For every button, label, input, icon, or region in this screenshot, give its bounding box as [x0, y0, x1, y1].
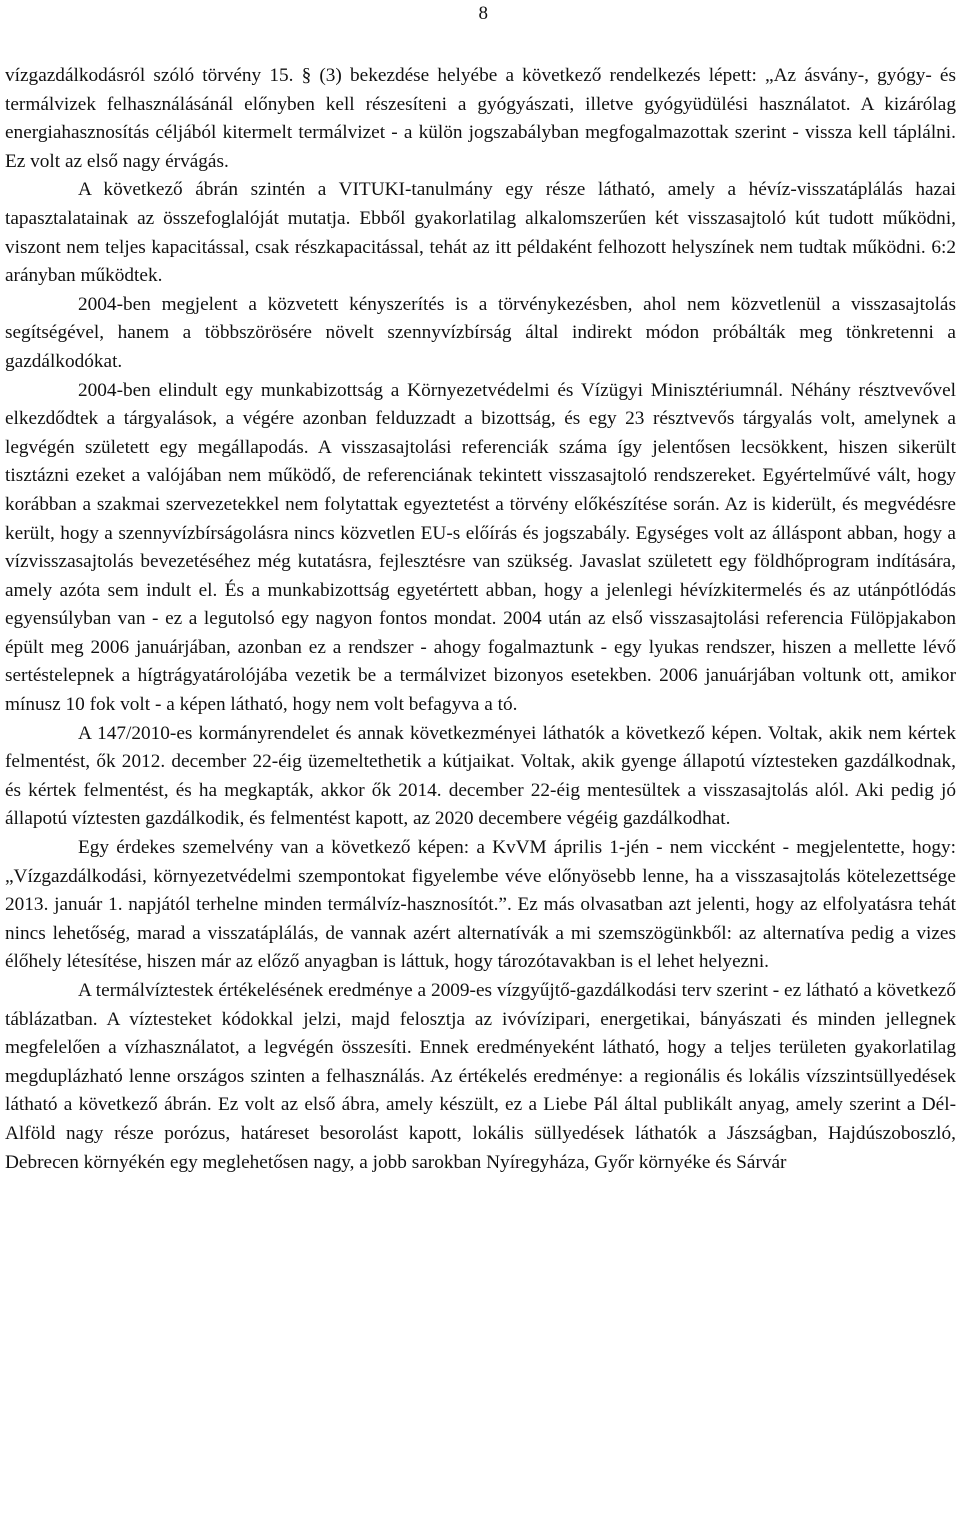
paragraph-4: 2004-ben elindult egy munkabizottság a Környezetvédelmi és Vízügyi Minisztériumnál. Néhány résztvevővel elkezdődtek a tárgyalások, a végére azonban felduzzadt a bizottság, és egy 23 résztvevős tárgyalás volt, amelynek a legvégén született egy megállapodás. A visszasajtolási referenciák száma így jelentősen lecsökkent, hiszen sikerült tisztázni ezeket a valójában nem működő, de referenciának tekintett visszasajtoló rendszereket. Egyértelművé vált, hogy korábban a szakmai szervezetekkel nem folytattak egyeztetést a törvény előkészítése során. Az is kiderült, és megvédésre került, hogy a szennyvízbírságolásra nincs közvetlen EU-s előírás és jogszabály. Egységes volt az álláspont abban, hogy a vízvisszasajtolás bevezetéséhez még kutatásra, fejlesztésre van szükség. Javaslat született egy földhőprogram indítására, amely azóta sem indult el. És a munkabizottság egyetértett abban, hogy a jelenlegi hévízkitermelés és az utánpótlódás egyensúlyban van - ez a legutolsó egy nagyon fontos mondat. 2004 után az első visszasajtolási referencia Fülöpjakabon épült meg 2006 januárjában, azonban ez a rendszer - ahogy fogalmaztunk - egy lyukas rendszer, hiszen a mellette lévő sertéstelepnek a hígtrágyatárolójába vezetik be a termálvizet bizonyos esetekben. 2006 januárjában voltunk ott, amikor mínusz 10 fok volt - a képen látható, hogy nem volt befagyva a tó. — [5, 379, 956, 716]
paragraph-1: vízgazdálkodásról szóló törvény 15. § (3) bekezdése helyébe a következő rendelkezés lépett: „Az ásvány-, gyógy- és termálvizek felhasználásánál előnyben kell részesíteni a gyógyászati, illetve gyógyüdülési használatot. A kizárólag energiahasznosítás céljából kitermelt termálvizet - a külön jogszabályban megfogalmazottak szerint - vissza kell táplálni. Ez volt az első nagy érvágás. — [5, 65, 956, 172]
paragraph-6: Egy érdekes szemelvény van a következő képen: a KvVM április 1-jén - nem viccként - megjelentette, hogy: „Vízgazdálkodási, környezetvédelmi szempontokat figyelembe véve előnyösebb lenne, ha a visszasajtolás kötelezettsége 2013. január 1. napjától terhelne minden termálvíz-hasznosítót.”. Ez más olvasatban azt jelenti, hogy az elfolyatásra tehát nincs lehetőség, marad a visszatáplálás, de vannak azért alternatívák a mi szemszögünkből: az alternatíva pedig a vizes élőhely létesítése, hiszen már az előző anyagban is láttuk, hogy tározótavakban is el lehet helyezni. — [5, 837, 956, 973]
page-number: 8 — [478, 3, 488, 24]
document-body — [5, 62, 956, 1177]
paragraph-5: A 147/2010-es kormányrendelet és annak következményei láthatók a következő képen. Voltak, akik nem kértek felmentést, ők 2012. december 22-éig üzemeltethetik a kútjaikat. Voltak, akik gyenge állapotú víztesteken gazdálkodnak, és kértek felmentést, és ha megkapták, akkor ők 2014. december 22-éig mentesültek a visszasajtolás alól. Aki pedig jó állapotú víztesten gazdálkodik, és felmentést kapott, az 2020 decembere végéig gazdálkodhat. — [5, 722, 956, 830]
paragraph-7: A termálvíztestek értékelésének eredménye a 2009-es vízgyűjtő-gazdálkodási terv szerint - ez látható a következő táblázatban. A víztesteket kódokkal jelzi, majd felosztja az ivóvízipari, energetikai, bányászati és minden jellegnek megfelelően a vízhasználatot, a legvégén összesíti. Ennek eredményeként látható, hogy a teljes területen gyakorlatilag megduplázható lenne országos szinten a felhasználás. Az értékelés eredménye: a regionális és lokális vízszintsüllyedések látható a következő ábrán. Ez volt az első ábra, amely készült, ez a Liebe Pál által publikált anyag, amely szerint a Dél-Alföld nagy része porózus, határeset besorolást kapott, lokális süllyedések láthatók a Jászságban, Hajdúszoboszló, Debrecen környékén egy meglehetősen nagy, a jobb sarokban Nyíregyháza, Győr környéke és Sárvár — [5, 980, 956, 1173]
paragraph-3: 2004-ben megjelent a közvetett kényszerítés is a törvénykezésben, ahol nem közvetlenül a visszasajtolás segítségével, hanem a többszörösére növelt szennyvízbírság által indirekt módon próbálták meg tönkretenni a gazdálkodókat. — [5, 293, 956, 372]
paragraph-2: A következő ábrán szintén a VITUKI-tanulmány egy része látható, amely a hévíz-visszatáplálás hazai tapasztalatainak az összefoglalóját mutatja. Ebből gyakorlatilag alkalomszerűen két visszasajtoló kút tudott működni, viszont nem teljes kapacitással, csak részkapacitással, tehát az itt példaként felhozott helyszínek nem tudtak működni. 6:2 arányban működtek. — [5, 179, 956, 287]
